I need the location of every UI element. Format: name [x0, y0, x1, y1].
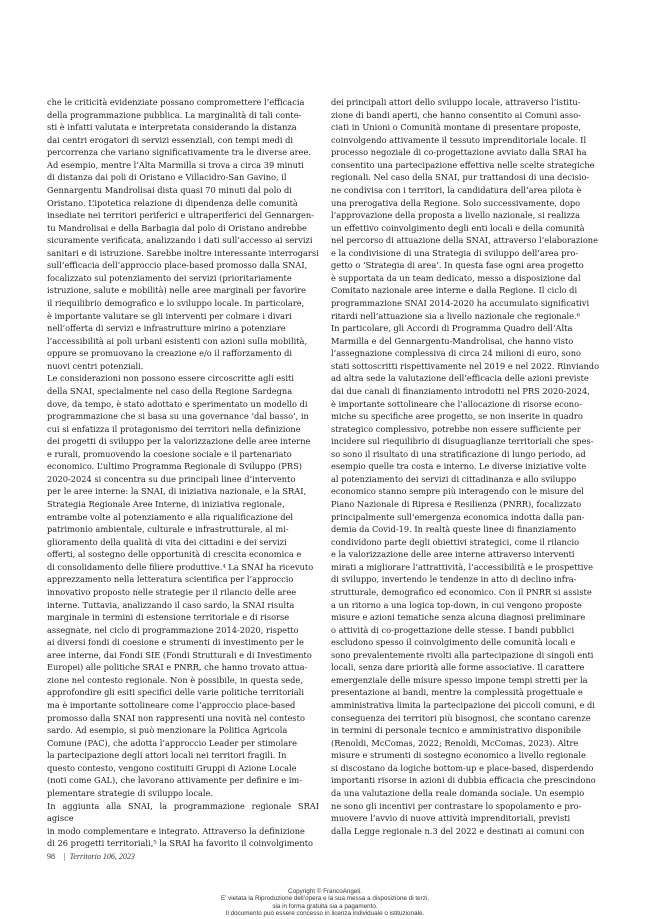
right-text-column [331, 96, 603, 837]
paragraph: In particolare, gli Accordi di Programma Quadro dell’Alta Marmilla e del Gennargentu-Mandrolisai, che hanno visto l’assegnazione complessiva di circa 24 milioni di euro, sono stati sottoscritti rispettivamente nel 2019 e nel 2022. Rinviando ad altra sede la valutazione dell’efficacia delle azioni previste dai due canali di finanziamento introdotti nel PRS 2020-2024, è importante sottolineare che l’allocazione di risorse econo- miche su specifiche aree progetto, se non inserite in quadro strategico complessivo, potrebbe non essere sufficiente per incidere sul riequilibrio di disuguaglianze territoriali che spes- so sono il risultato di una stratificazione di lungo periodo, ad esempio quelle tra costa e interno. Le diverse iniziative volte al potenziamento dei servizi di cittadinanza e allo sviluppo economico stanno sempre più interagendo con le misure del Piano Nazionale di Ripresa e Resilienza (PNRR), focalizzato principalmente sull’emergenza economica indotta dalla pan- demia da Covid-19. In realtà queste linee di finanziamento condividono parte degli obiettivi strategici, come il rilancio e la valorizzazione delle aree interne attraverso interventi mirati a migliorare l’attrattività, l’accessibilità e le prospettive di sviluppo, invertendo le tendenze in atto di declino infra- strutturale, demografico ed economico. Con il PNRR si assiste a un ritorno a una logica top-down, in cui vengono proposte misure e azioni tematiche senza alcuna diagnosi preliminare o attività di co-progettazione delle stesse. I bandi pubblici escludono spesso il coinvolgimento delle comunità locali e sono prevalentemente rivolti alla partecipazione di singoli enti locali, senza dare priorità alle forme associative. Il carattere emergenziale delle misure spesso impone tempi stretti per la presentazione ai bandi, mentre la complessità progettuale e amministrativa limita la partecipazione dei piccoli comuni, e di conseguenza dei territori più bisognosi, che scontano carenze in termini di personale tecnico e amministrativo disponibile (Renoldi, McComas, 2022; Renoldi, McComas, 2023). Altre misure e strumenti di sostegno economico a livello regionale si discostano da logiche bottom-up e place-based, disperdendo importanti risorse in azioni di dubbia efficacia che prescindono da una valutazione della reale domanda sociale. Un esempio ne sono gli incentivi per contrastare lo spopolamento e pro- muovere l’avvio di nuove attività imprenditoriali, previsti dalla Legge regionale n.3 del 2022 e destinati ai comuni con [331, 323, 600, 836]
copyright-line: sia in forma gratuita sia a pagamento. [272, 902, 378, 910]
left-text-column [47, 96, 319, 850]
paragraph: dei principali attori dello sviluppo locale, attraverso l’istitu- zione di bandi aperti, che hanno consentito ai Comuni asso- ciati in Unioni o Comunità montane di presentare proposte, coinvolgendo attivamente il tessuto imprenditoriale locale. Il processo negoziale di co-progettazione avviato dalla SRAI ha consentito una partecipazione effettiva nelle scelte strategiche regionali. Nel caso della SNAI, pur trattandosi di una decisio- ne condivisa con i territori, la candidatura dell’area pilota è una prerogativa della Regione. Solo successivamente, dopo l’approvazione della proposta a livello nazionale, si realizza un effettivo coinvolgimento degli enti locali e della comunità nel percorso di attuazione della SNAI, attraverso l’elaborazione e la condivisione di una Strategia di sviluppo dell’area pro- getto o ‘Strategia di area’. In questa fase ogni area progetto è supportata da un team dedicato, messo a disposizione dal Comitato nazionale aree interne e dalla Regione. Il ciclo di programmazione SNAI 2014-2020 ha accumulato significativi ritardi nell’attuazione sia a livello nazionale che regionale.⁶ [331, 97, 599, 321]
footer-separator: | [64, 852, 66, 861]
copyright-line: Il documento può essere concesso in licenza individuale o istituzionale. [225, 910, 425, 918]
page-footer [47, 852, 135, 861]
paragraph: In aggiunta alla SNAI, la programmazione regionale SRAI agisce in modo complementare e integrato. Attraverso la definizione di 26 progetti territoriali,⁵ la SRAI ha favorito il coinvolgimento [47, 800, 319, 849]
paragraph: che le criticità evidenziate possano compromettere l’efficacia della programmazione pubblica. La marginalità di tali conte- sti è infatti valutata e interpretata considerando la distanza dai centri erogatori di servizi essenziali, con tempi medi di percorrenza che variano significativamente tra le diverse aree. Ad esempio, mentre l’Alta Marmilla si trova a circa 39 minuti di distanza dai poli di Oristano e Villacidro-San Gavino, il Gennargentu Mandrolisai dista quasi 70 minuti dal polo di Oristano. L’ipotetica relazione di dipendenza delle comunità insediate nei territori periferici e ultraperiferici del Gennargen- tu Mandrolisai e della Barbagia dal polo di Oristano andrebbe sicuramente verificata, analizzando i dati sull’accesso ai servizi sanitari e di istruzione. Sarebbe inoltre interessante interrogarsi sull’efficacia dell’approccio place-based promosso dalla SNAI, focalizzato sul potenziamento dei servizi (prioritariamente istruzione, salute e mobilità) nelle aree marginali per favorire il riequilibrio demografico e lo sviluppo locale. In particolare, è importante valutare se gli interventi per colmare i divari nell’offerta di servizi e infrastrutture mirino a potenziare l’accessibilità ai poli urbani esistenti con azioni sulla mobilità, oppure se promuovano la creazione e/o il rafforzamento di nuovi centri potenziali. [47, 97, 319, 371]
page-number: 98 [47, 852, 55, 861]
paragraph: Le considerazioni non possono essere circoscritte agli esiti della SNAI, specialmente nel caso della Regione Sardegna dove, da tempo, è stato adottato e sperimentato un modello di programmazione che si basa su una governance ‘dal basso’, in cui si enfatizza il protagonismo dei territori nella definizione dei progetti di sviluppo per la valorizzazione delle aree interne e rurali, promuovendo la coesione sociale e il partenariato economico. L’ultimo Programma Regionale di Sviluppo (PRS) 2020-2024 si concentra su due principali linee d’intervento per le aree interne: la SNAI, di iniziativa nazionale, e la SRAI, Strategia Regionale Aree Interne, di iniziativa regionale, entrambe volte al potenziamento e alla riqualificazione del patrimonio ambientale, culturale e infrastrutturale, al mi- glioramento della qualità di vita dei cittadini e dei servizi offerti, al sostegno delle opportunità di crescita economica e di consolidamento delle filiere produttive.⁴ La SNAI ha ricevuto apprezzamento nella letteratura scientifica per l’approccio innovativo proposto nelle strategie per il rilancio delle aree interne. Tuttavia, analizzando il caso sardo, la SNAI risulta marginale in termini di estensione territoriale e di risorse assegnate, nel ciclo di programmazione 2014-2020, rispetto ai diversi fondi di coesione e strumenti di investimento per le aree interne, dai Fondi SIE (Fondi Strutturali e di Investimento Europei) alle politiche SRAI e PNRR, che hanno trovato attua- zione nel contesto regionale. Non è possibile, in questa sede, approfondire gli esiti specifici delle varie politiche territoriali ma è importante sottolineare come l’approccio place-based promosso dalla SNAI non rappresenti una novità nel contesto sardo. Ad esempio, si può menzionare la Politica Agricola Comune (PAC), che adotta l’approccio Leader per stimolare la partecipazione degli attori locali nei territori fragili. In questo contesto, vengono costituiti Gruppi di Azione Locale (noti come GAL), che lavorano attivamente per definire e im- plementare strategie di sviluppo locale. [47, 373, 314, 798]
journal-reference: Territorio 106, 2023 [69, 852, 135, 861]
copyright-line: Copyright © FrancoAngeli. [288, 888, 362, 895]
copyright-line: E’ vietata la Riproduzione dell’opera e la sua messa a disposizione di terzi, [220, 895, 430, 903]
copyright-notice [0, 888, 650, 918]
